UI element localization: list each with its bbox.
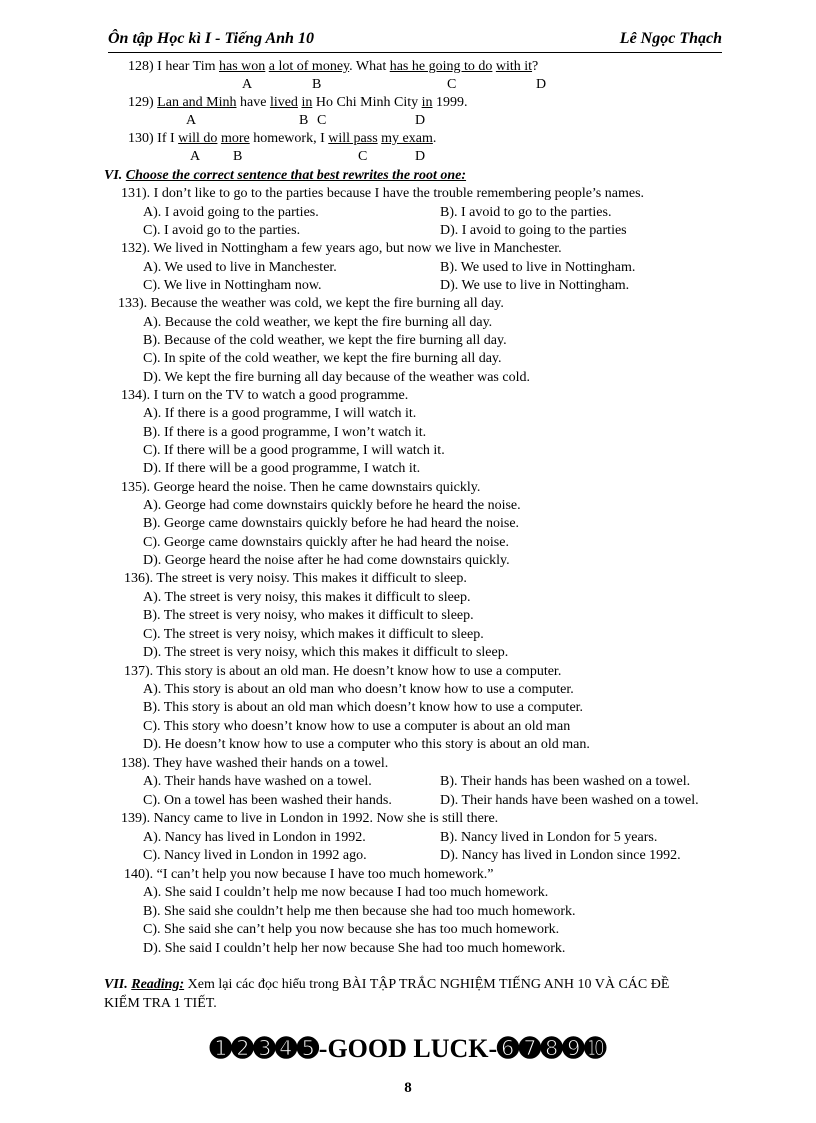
option-b: B). The street is very noisy, who makes it difficult to sleep. (143, 608, 474, 623)
option-c: C). In spite of the cold weather, we kept the fire burning all day. (143, 351, 502, 366)
option-a: A). If there is a good programme, I will watch it. (143, 406, 417, 421)
question-135-stem: 135). George heard the noise. Then he came downstairs quickly. (121, 480, 481, 495)
option-d: D). Nancy has lived in London since 1992. (440, 848, 681, 863)
section-7-heading: VII. Reading: Xem lại các đọc hiểu trong BÀI TẬP TRẮC NGHIỆM TIẾNG ANH 10 VÀ CÁC ĐỀ (104, 977, 670, 992)
option-c: C). The street is very noisy, which makes it difficult to sleep. (143, 627, 484, 642)
option-b: B). We used to live in Nottingham. (440, 260, 636, 275)
option-letter: D (415, 113, 426, 128)
question-134-stem: 134). I turn on the TV to watch a good programme. (121, 388, 409, 403)
question-130: 130) If I will do more homework, I will pass my exam. (128, 131, 437, 146)
option-b: B). I avoid to go to the parties. (440, 205, 612, 220)
option-d: D). She said I couldn’t help her now because She had too much homework. (143, 941, 566, 956)
option-a: A). This story is about an old man who doesn’t know how to use a computer. (143, 682, 574, 697)
question-136-stem: 136). The street is very noisy. This makes it difficult to sleep. (124, 571, 467, 586)
question-129: 129) Lan and Minh have lived in Ho Chi Minh City in 1999. (128, 95, 468, 110)
option-b: B). Because of the cold weather, we kept the fire burning all day. (143, 333, 507, 348)
option-c: C). We live in Nottingham now. (143, 278, 322, 293)
option-c: C). On a towel has been washed their hands. (143, 793, 392, 808)
option-letter: C (317, 113, 327, 128)
header-author: Lê Ngọc Thạch (619, 30, 722, 47)
question-140-stem: 140). “I can’t help you now because I have too much homework.” (124, 867, 494, 882)
option-b: B). She said she couldn’t help me then because she had too much homework. (143, 904, 576, 919)
option-a: A). Their hands have washed on a towel. (143, 774, 372, 789)
option-a: A). Because the cold weather, we kept the fire burning all day. (143, 315, 493, 330)
option-a: A). The street is very noisy, this makes it difficult to sleep. (143, 590, 471, 605)
option-c: C). I avoid go to the parties. (143, 223, 301, 238)
option-b: B). Their hands has been washed on a towel. (440, 774, 691, 789)
option-letter: A (242, 77, 253, 92)
question-139-stem: 139). Nancy came to live in London in 1992. Now she is still there. (121, 811, 499, 826)
option-d: D). We use to live in Nottingham. (440, 278, 630, 293)
option-a: A). George had come downstairs quickly before he heard the noise. (143, 498, 521, 513)
option-b: B). Nancy lived in London for 5 years. (440, 830, 658, 845)
option-d: D). The street is very noisy, which this makes it difficult to sleep. (143, 645, 509, 660)
question-128: 128) I hear Tim has won a lot of money. What has he going to do with it? (128, 59, 539, 74)
option-a: A). We used to live in Manchester. (143, 260, 337, 275)
option-letter: B (299, 113, 309, 128)
option-d: D). I avoid to going to the parties (440, 223, 627, 238)
question-138-stem: 138). They have washed their hands on a towel. (121, 756, 389, 771)
option-b: B). George came downstairs quickly before he had heard the noise. (143, 516, 520, 531)
option-d: D). We kept the fire burning all day because of the weather was cold. (143, 370, 530, 385)
header-title: Ôn tập Học kì I - Tiếng Anh 10 (108, 30, 314, 47)
good-luck-banner: ➊➋➌➍➎-GOOD LUCK-➏➐➑➒➓ (209, 1034, 607, 1063)
page-number: 8 (404, 1080, 412, 1096)
option-d: D). Their hands have been washed on a towel. (440, 793, 699, 808)
option-letter: C (447, 77, 457, 92)
option-b: B). If there is a good programme, I won’t watch it. (143, 425, 427, 440)
option-d: D). George heard the noise after he had come downstairs quickly. (143, 553, 510, 568)
question-131-stem: 131). I don’t like to go to the parties because I have the trouble remembering people’s names. (121, 186, 645, 201)
option-a: A). She said I couldn’t help me now because I had too much homework. (143, 885, 549, 900)
option-a: A). Nancy has lived in London in 1992. (143, 830, 366, 845)
option-d: D). If there will be a good programme, I watch it. (143, 461, 421, 476)
option-a: A). I avoid going to the parties. (143, 205, 319, 220)
option-letter: D (536, 77, 547, 92)
page-header (108, 30, 722, 53)
option-c: C). Nancy lived in London in 1992 ago. (143, 848, 367, 863)
option-letter: D (415, 149, 426, 164)
option-letter: A (186, 113, 197, 128)
question-132-stem: 132). We lived in Nottingham a few years ago, but now we live in Manchester. (121, 241, 562, 256)
option-letter: C (358, 149, 368, 164)
option-letter: A (190, 149, 201, 164)
option-letter: B (312, 77, 322, 92)
option-c: C). She said she can’t help you now because she has too much homework. (143, 922, 560, 937)
option-letter: B (233, 149, 243, 164)
option-b: B). This story is about an old man which doesn’t know how to use a computer. (143, 700, 584, 715)
option-c: C). George came downstairs quickly after he had heard the noise. (143, 535, 509, 550)
section-6-heading: VI. Choose the correct sentence that best rewrites the root one: (104, 168, 467, 183)
question-137-stem: 137). This story is about an old man. He doesn’t know how to use a computer. (124, 664, 562, 679)
option-d: D). He doesn’t know how to use a computer who this story is about an old man. (143, 737, 590, 752)
question-133-stem: 133). Because the weather was cold, we kept the fire burning all day. (118, 296, 504, 311)
option-c: C). If there will be a good programme, I will watch it. (143, 443, 445, 458)
section-7-line-2: KIỂM TRA 1 TIẾT. (104, 996, 217, 1011)
option-c: C). This story who doesn’t know how to use a computer is about an old man (143, 719, 571, 734)
